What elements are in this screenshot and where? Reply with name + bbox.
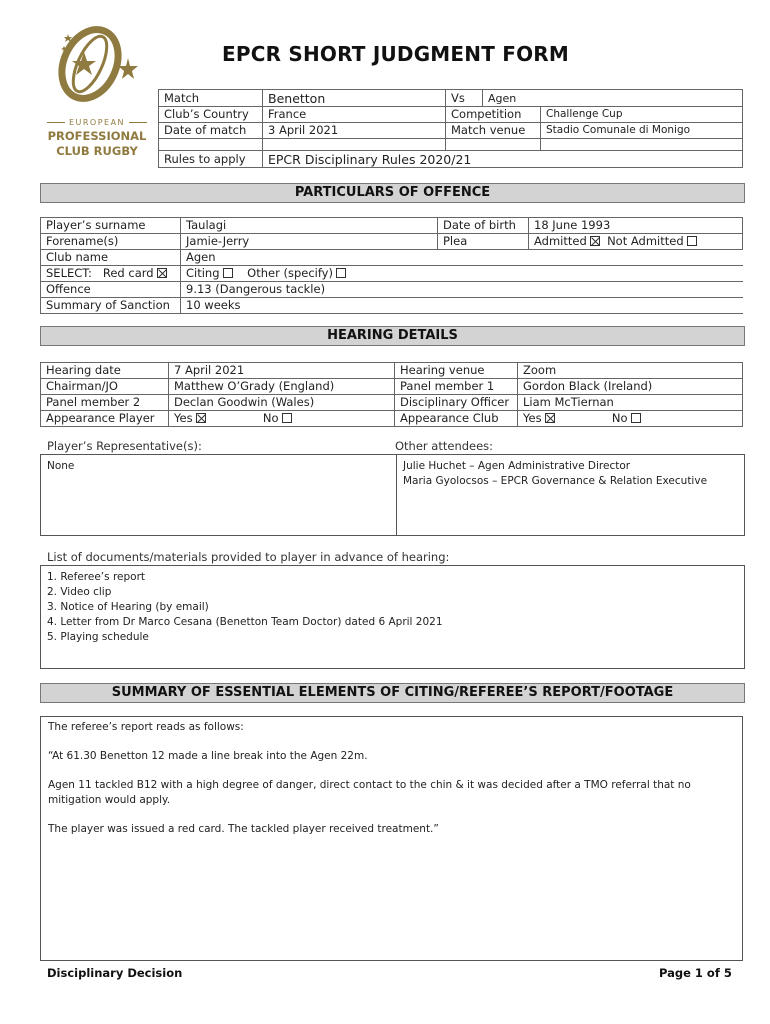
competition-label: Competition: [446, 107, 541, 123]
epcr-ball-icon: [42, 16, 152, 126]
sanction-value: 10 weeks: [181, 298, 743, 314]
chair-value: Matthew O’Grady (England): [169, 379, 395, 395]
offence-value: 9.13 (Dangerous tackle): [181, 282, 743, 298]
red-card-label: Red card: [102, 266, 154, 280]
hearing-date-value: 7 April 2021: [169, 363, 395, 379]
sanction-label: Summary of Sanction: [41, 298, 181, 314]
officer-label: Disciplinary Officer: [395, 395, 518, 411]
attendees-label: Other attendees:: [395, 439, 494, 453]
player-no-label: No: [262, 411, 279, 425]
match-table: [158, 89, 743, 168]
summary-paragraph: The player was issued a red card. The tackled player received treatment.”: [48, 823, 439, 835]
logo-line-3: CLUB RUGBY: [56, 144, 138, 158]
player-no-checkbox[interactable]: [282, 413, 292, 423]
document-item: 4. Letter from Dr Marco Cesana (Benetton Team Doctor) dated 6 April 2021: [47, 616, 443, 628]
player-yes-checkbox[interactable]: [196, 413, 206, 423]
admitted-label: Admitted: [534, 234, 587, 248]
footer-title: Disciplinary Decision: [47, 966, 183, 980]
logo-line-2: PROFESSIONAL: [47, 129, 147, 143]
rules-label: Rules to apply: [159, 151, 263, 168]
attendee-item: Julie Huchet – Agen Administrative Director: [403, 460, 631, 472]
rules-value: EPCR Disciplinary Rules 2020/21: [263, 151, 743, 168]
offence-label: Offence: [41, 282, 181, 298]
representatives-box: [40, 454, 397, 536]
panel2-label: Panel member 2: [41, 395, 169, 411]
citing-label: Citing: [186, 266, 220, 280]
dob-label: Date of birth: [438, 218, 529, 234]
match-value: Benetton: [263, 90, 446, 107]
venue-value: Stadio Comunale di Monigo: [541, 123, 743, 139]
country-value: France: [263, 107, 446, 123]
forename-value: Jamie-Jerry: [181, 234, 438, 250]
offence-section-header: PARTICULARS OF OFFENCE: [40, 183, 745, 203]
panel1-value: Gordon Black (Ireland): [518, 379, 743, 395]
date-value: 3 April 2021: [263, 123, 446, 139]
epcr-logo: [42, 16, 152, 166]
offence-table: [40, 217, 743, 314]
plea-label: Plea: [438, 234, 529, 250]
surname-label: Player’s surname: [41, 218, 181, 234]
representatives-value: None: [47, 460, 75, 472]
summary-paragraph: Agen 11 tackled B12 with a high degree of danger, direct contact to the chin & it was decided after a TMO referral that no mitigation would apply.: [48, 779, 691, 806]
officer-value: Liam McTiernan: [518, 395, 743, 411]
admitted-checkbox[interactable]: [590, 236, 600, 246]
club-yes-label: Yes: [523, 411, 542, 425]
summary-box: [40, 716, 743, 961]
match-label: Match: [159, 90, 263, 107]
vs-label: Vs: [446, 90, 483, 107]
forename-label: Forename(s): [41, 234, 181, 250]
not-admitted-checkbox[interactable]: [687, 236, 697, 246]
document-item: 2. Video clip: [47, 586, 112, 598]
venue-label: Match venue: [446, 123, 541, 139]
other-label: Other (specify): [247, 266, 333, 280]
country-label: Club’s Country: [159, 107, 263, 123]
club-value: Agen: [181, 250, 743, 266]
summary-paragraph: The referee’s report reads as follows:: [48, 721, 244, 733]
document-item: 1. Referee’s report: [47, 571, 146, 583]
panel2-value: Declan Goodwin (Wales): [169, 395, 395, 411]
club-no-label: No: [611, 411, 628, 425]
citing-checkbox[interactable]: [223, 268, 233, 278]
date-label: Date of match: [159, 123, 263, 139]
logo-line-1: EUROPEAN: [68, 118, 126, 127]
documents-label: List of documents/materials provided to player in advance of hearing:: [47, 550, 450, 564]
red-card-checkbox[interactable]: [157, 268, 167, 278]
attendee-item: Maria Gyolocsos – EPCR Governance & Relation Executive: [403, 475, 708, 487]
documents-box: [40, 565, 745, 669]
summary-paragraph: “At 61.30 Benetton 12 made a line break into the Agen 22m.: [48, 750, 368, 762]
attendees-box: [396, 454, 745, 536]
representatives-label: Player’s Representative(s):: [47, 439, 202, 453]
appearance-club-label: Appearance Club: [395, 411, 518, 427]
competition-value: Challenge Cup: [541, 107, 743, 123]
hearing-section-header: HEARING DETAILS: [40, 326, 745, 346]
not-admitted-label: Not Admitted: [607, 234, 684, 248]
page-title: EPCR SHORT JUDGMENT FORM: [222, 42, 569, 66]
club-label: Club name: [41, 250, 181, 266]
hearing-date-label: Hearing date: [41, 363, 169, 379]
hearing-table: [40, 362, 743, 427]
panel1-label: Panel member 1: [395, 379, 518, 395]
document-item: 5. Playing schedule: [47, 631, 149, 643]
page-number: Page 1 of 5: [659, 966, 732, 980]
other-checkbox[interactable]: [336, 268, 346, 278]
club-no-checkbox[interactable]: [631, 413, 641, 423]
document-item: 3. Notice of Hearing (by email): [47, 601, 209, 613]
summary-section-header: SUMMARY OF ESSENTIAL ELEMENTS OF CITING/REFEREE’S REPORT/FOOTAGE: [40, 683, 745, 703]
player-yes-label: Yes: [174, 411, 193, 425]
chair-label: Chairman/JO: [41, 379, 169, 395]
hearing-venue-label: Hearing venue: [395, 363, 518, 379]
surname-value: Taulagi: [181, 218, 438, 234]
vs-value: Agen: [483, 90, 743, 107]
select-label: SELECT:: [46, 266, 92, 280]
hearing-venue-value: Zoom: [518, 363, 743, 379]
club-yes-checkbox[interactable]: [545, 413, 555, 423]
appearance-player-label: Appearance Player: [41, 411, 169, 427]
dob-value: 18 June 1993: [529, 218, 743, 234]
